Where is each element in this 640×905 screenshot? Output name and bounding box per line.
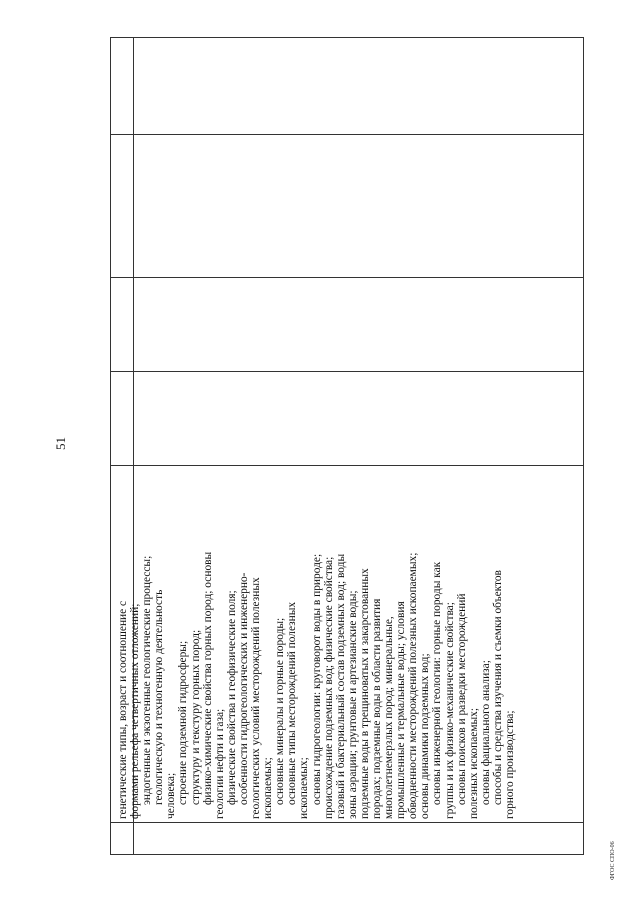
text-line: промышленные и термальные воды; условия (395, 601, 408, 819)
text-line: ископаемых; (262, 757, 275, 819)
competency-text-block (117, 473, 516, 819)
text-line: группы и их физико-механические свойства; (443, 602, 456, 819)
text-line: генетические типы, возраст и соотношение с (117, 600, 129, 819)
text-line: физико-химические свойства горных пород; основы (201, 551, 214, 805)
text-line: геологическую и техногенную деятельность (153, 589, 166, 805)
text-line: ископаемых; (298, 757, 311, 819)
text-line: многолетнемерзлых пород; минеральные, (383, 616, 396, 819)
text-line: основы фациального анализа; (479, 660, 492, 805)
text-line: основы инженерной геологии: горные породы как (431, 561, 444, 805)
text-line: основы динамики подземных вод; (419, 653, 432, 819)
text-line: породах; подземные воды в области развития (370, 598, 383, 819)
text-line: подземные воды в трещиноватых и закарстованных (358, 568, 371, 819)
text-line: обводненности месторождений полезных ископаемых; (407, 552, 420, 819)
text-line: полезных ископаемых; (467, 707, 480, 819)
text-line: основы поисков и разведки месторождений (455, 593, 468, 805)
text-line: основные минералы и горные породы; (274, 617, 287, 805)
text-line: формами рельефа четвертичных отложений; (129, 603, 142, 819)
text-line: способы и средства изучения и съемки объектов (491, 570, 504, 805)
text-line: физические свойства и геофизические поля; (225, 590, 238, 805)
text-lines (117, 473, 516, 819)
text-line: строение подземной гидросферы; (177, 640, 190, 805)
row-divider (110, 465, 584, 466)
text-line: геологии нефти и газа; (213, 708, 226, 819)
text-line: особенности гидрогеологических и инженерно- (237, 572, 250, 805)
text-line: основные типы месторождений полезных (286, 601, 299, 805)
text-line: зоны аэрации; грунтовые и артезианские воды; (346, 590, 359, 819)
text-line: происхождение подземных вод; физические свойства; (322, 556, 335, 819)
row-divider (110, 134, 584, 135)
row-divider (110, 371, 584, 372)
row-divider (110, 822, 584, 823)
text-line: человека; (165, 772, 178, 819)
footer-code: ФГОС СПО-06 (610, 841, 616, 880)
text-line: эндогенные и экзогенные геологические процессы; (141, 555, 154, 805)
text-line: горного производства; (504, 710, 516, 819)
text-line: геологических условий месторождений полезных (250, 577, 263, 819)
row-divider (110, 277, 584, 278)
text-line: структуру и текстуру горных пород; (189, 629, 202, 805)
text-line: газовый и бактериальный состав подземных вод; воды (334, 553, 347, 819)
text-line: основы гидрогеологии: круговорот воды в природе; (310, 553, 323, 805)
page-number: 51 (53, 437, 68, 450)
